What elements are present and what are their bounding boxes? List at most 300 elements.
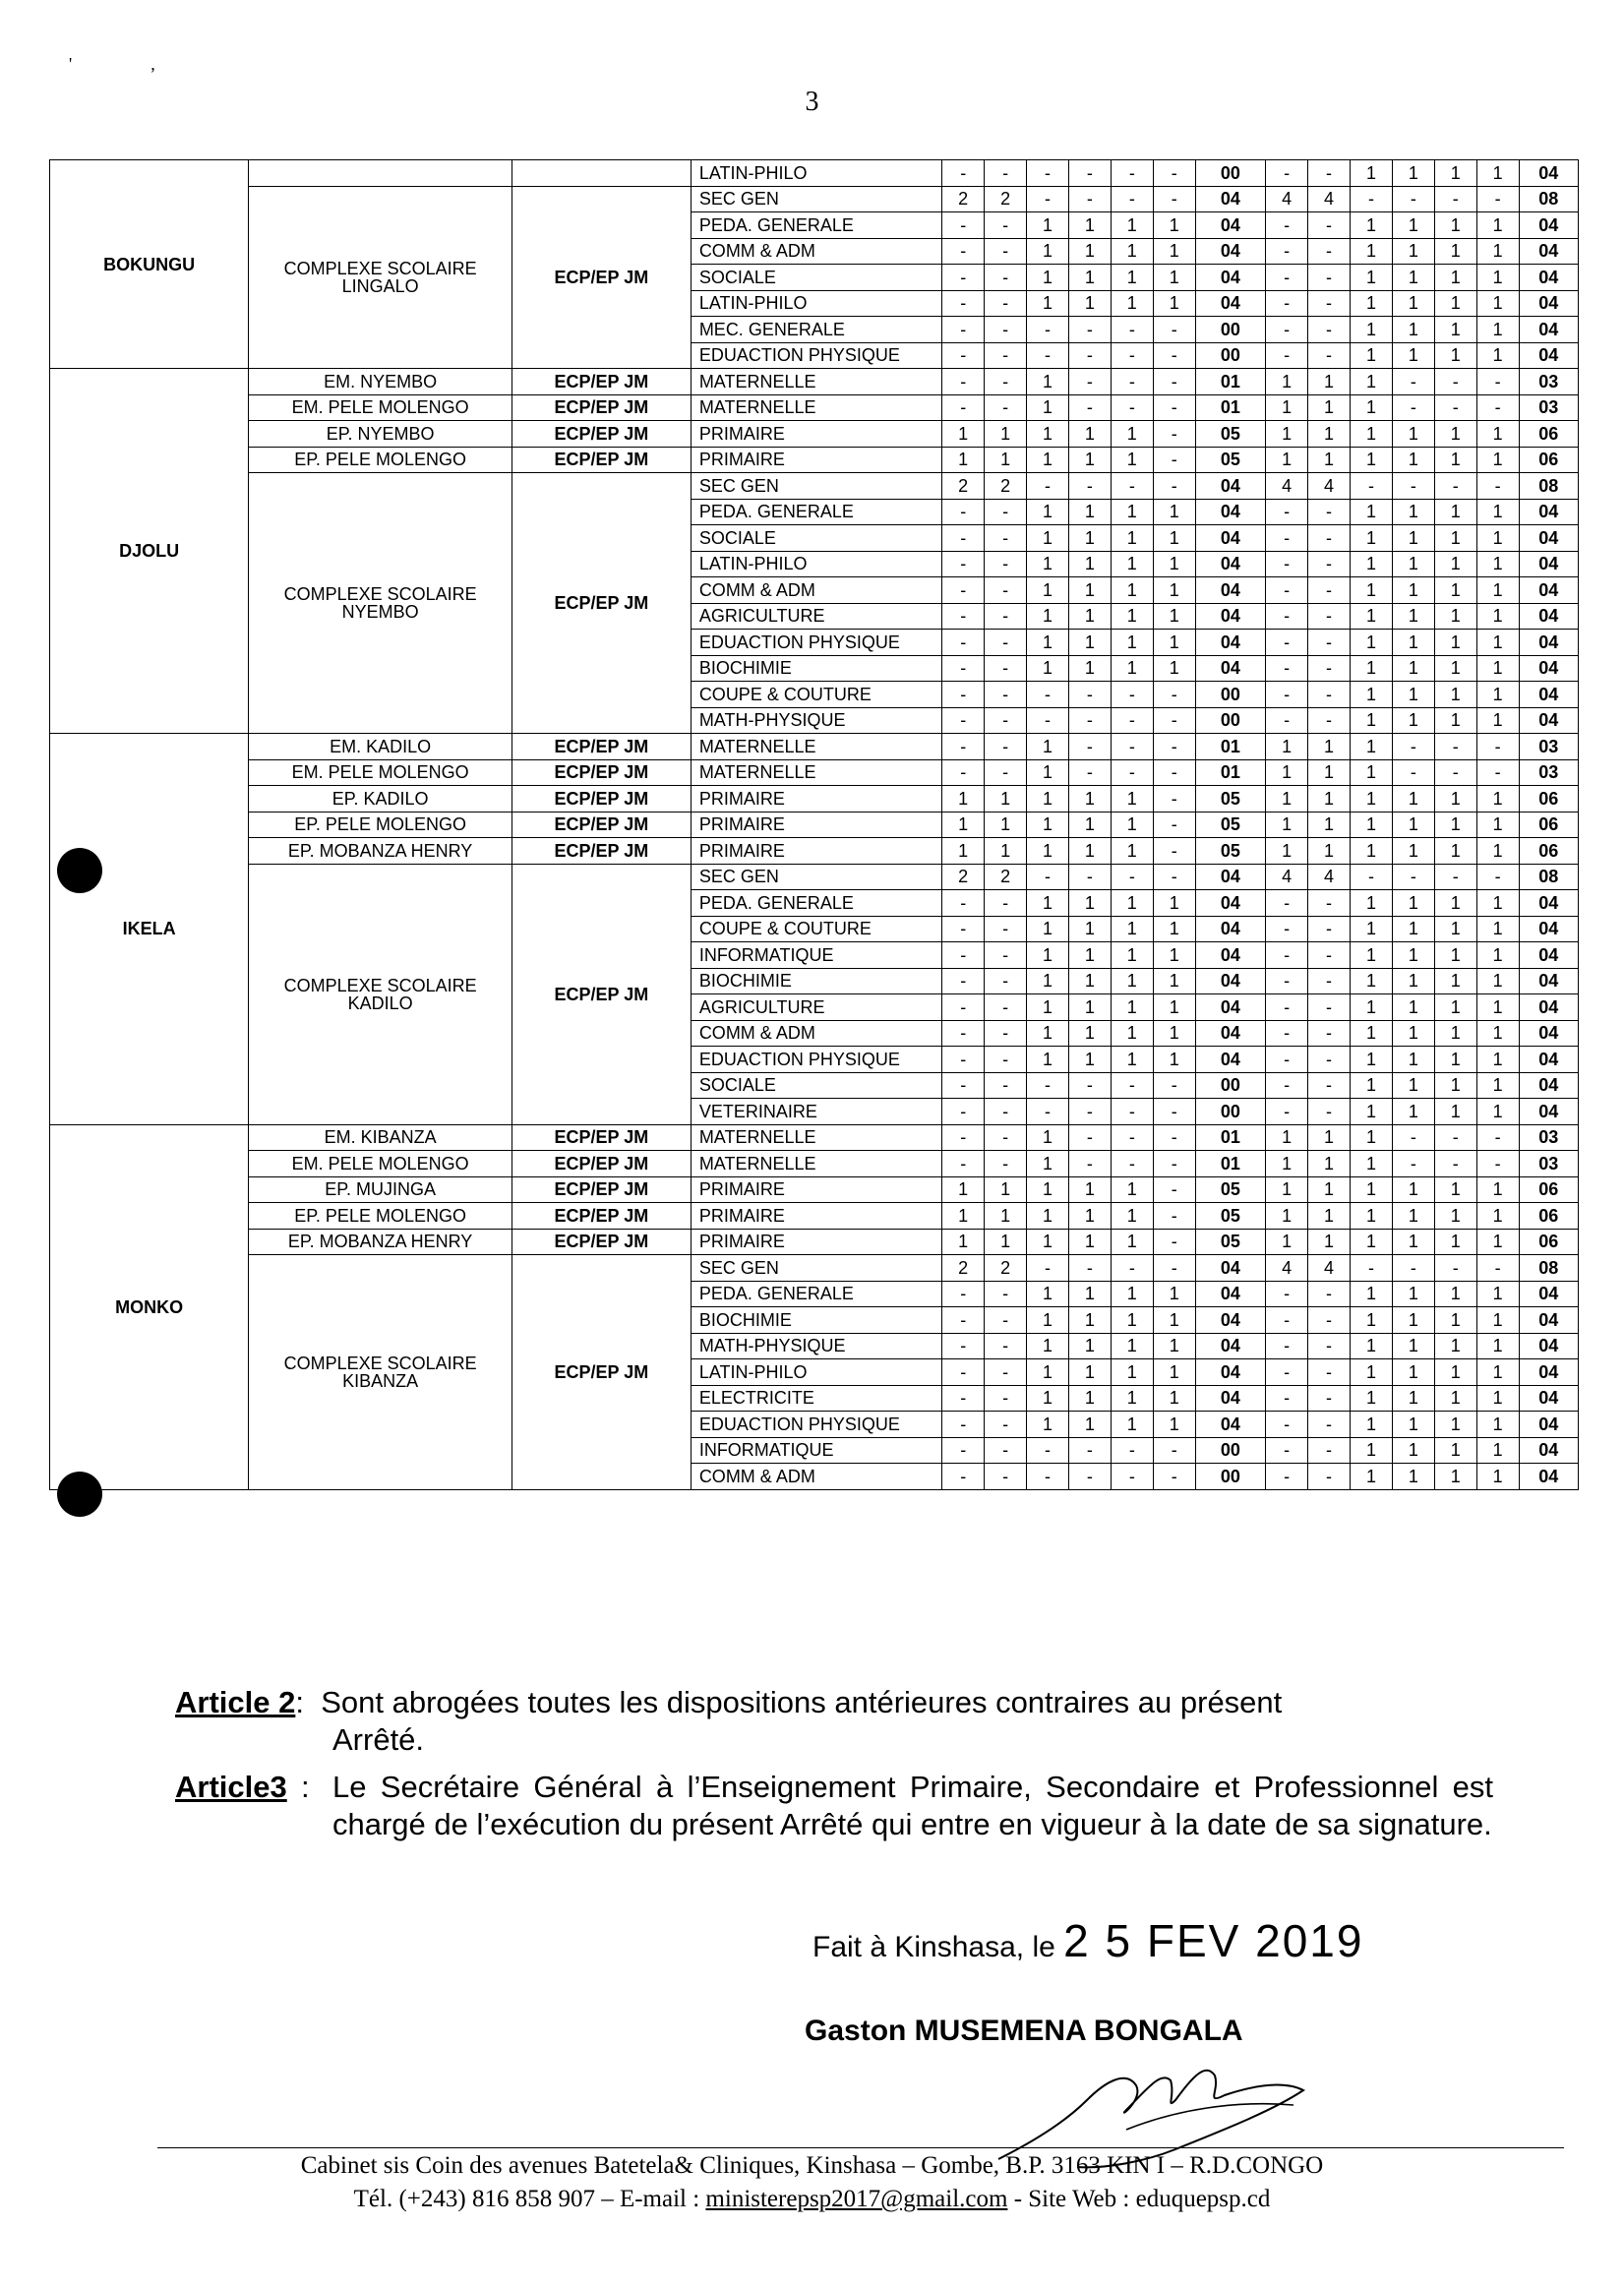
count-cell: -: [1068, 1124, 1111, 1151]
count-cell: 1: [1351, 1307, 1393, 1334]
count-cell: -: [985, 734, 1027, 760]
count-cell: -: [1308, 1333, 1351, 1359]
option-cell: EDUACTION PHYSIQUE: [691, 1047, 941, 1073]
table-row: [50, 1203, 1579, 1230]
territory-cell: IKELA: [50, 734, 249, 1125]
count-cell: 1: [1027, 421, 1069, 448]
option-cell: COUPE & COUTURE: [691, 682, 941, 708]
count-cell: -: [1111, 1124, 1153, 1151]
count-cell: 1: [1027, 786, 1069, 812]
count-cell: 1: [1111, 525, 1153, 552]
count-cell: 1: [1434, 160, 1476, 187]
count-cell: -: [985, 317, 1027, 343]
count-cell: 2: [985, 864, 1027, 890]
count-cell: -: [1068, 1437, 1111, 1464]
count-cell: -: [1266, 238, 1308, 265]
count-cell: 1: [1027, 551, 1069, 577]
count-cell: 1: [1476, 290, 1519, 317]
count-cell: -: [942, 655, 985, 682]
count-cell: 1: [1351, 447, 1393, 473]
count-cell: -: [942, 525, 985, 552]
count-cell: -: [1351, 186, 1393, 212]
total-cell: 04: [1195, 1047, 1266, 1073]
count-cell: 1: [1027, 812, 1069, 838]
count-cell: -: [942, 994, 985, 1021]
option-cell: PEDA. GENERALE: [691, 890, 941, 917]
count-cell: 1: [1266, 812, 1308, 838]
total-cell: 04: [1519, 551, 1578, 577]
count-cell: 1: [1027, 1359, 1069, 1386]
count-cell: -: [942, 1385, 985, 1412]
count-cell: -: [1308, 1072, 1351, 1099]
total-cell: 04: [1519, 238, 1578, 265]
count-cell: -: [1266, 499, 1308, 525]
count-cell: 1: [1111, 1176, 1153, 1203]
count-cell: 1: [1027, 1047, 1069, 1073]
count-cell: 1: [1434, 1359, 1476, 1386]
place-date: [812, 1914, 1363, 1967]
count-cell: -: [1153, 707, 1195, 734]
count-cell: 1: [1027, 734, 1069, 760]
count-cell: 1: [1068, 577, 1111, 604]
count-cell: -: [942, 342, 985, 369]
count-cell: 1: [1392, 160, 1434, 187]
count-cell: 1: [1476, 1464, 1519, 1490]
count-cell: -: [1266, 630, 1308, 656]
count-cell: 1: [1351, 212, 1393, 239]
count-cell: 1: [1392, 577, 1434, 604]
count-cell: -: [1266, 707, 1308, 734]
count-cell: 1: [1027, 1385, 1069, 1412]
count-cell: 1: [1027, 290, 1069, 317]
option-cell: COMM & ADM: [691, 238, 941, 265]
count-cell: -: [1308, 630, 1351, 656]
count-cell: 1: [1027, 1281, 1069, 1307]
school-cell: [249, 160, 512, 187]
total-cell: 04: [1195, 1412, 1266, 1438]
count-cell: -: [985, 1099, 1027, 1125]
total-cell: 04: [1519, 525, 1578, 552]
school-cell: COMPLEXE SCOLAIRE KIBANZA: [249, 1255, 512, 1490]
count-cell: 1: [1111, 1307, 1153, 1334]
count-cell: -: [985, 682, 1027, 708]
count-cell: -: [985, 1333, 1027, 1359]
territory-cell: DJOLU: [50, 369, 249, 734]
count-cell: 1: [1392, 1359, 1434, 1386]
count-cell: 1: [1351, 290, 1393, 317]
count-cell: 1: [1266, 1151, 1308, 1177]
count-cell: -: [942, 1151, 985, 1177]
count-cell: -: [1476, 186, 1519, 212]
count-cell: -: [1111, 1255, 1153, 1282]
count-cell: -: [985, 890, 1027, 917]
school-cell: EP. NYEMBO: [249, 421, 512, 448]
table-row: [50, 838, 1579, 865]
total-cell: 06: [1519, 1203, 1578, 1230]
count-cell: 1: [1111, 630, 1153, 656]
count-cell: 1: [1392, 968, 1434, 994]
count-cell: 1: [1111, 1203, 1153, 1230]
count-cell: 1: [1308, 1151, 1351, 1177]
count-cell: 1: [1111, 890, 1153, 917]
count-cell: 4: [1266, 186, 1308, 212]
total-cell: 04: [1519, 1385, 1578, 1412]
option-cell: LATIN-PHILO: [691, 160, 941, 187]
option-cell: PRIMAIRE: [691, 838, 941, 865]
count-cell: -: [1153, 1124, 1195, 1151]
option-cell: COMM & ADM: [691, 577, 941, 604]
count-cell: 1: [1027, 369, 1069, 395]
schools-table: [49, 159, 1579, 1490]
count-cell: 1: [1068, 942, 1111, 969]
count-cell: 1: [1476, 1176, 1519, 1203]
count-cell: 1: [1392, 655, 1434, 682]
total-cell: 04: [1195, 916, 1266, 942]
count-cell: -: [1351, 1255, 1393, 1282]
count-cell: -: [942, 1333, 985, 1359]
count-cell: 1: [1111, 968, 1153, 994]
count-cell: 1: [1476, 838, 1519, 865]
table-row: [50, 186, 1579, 212]
count-cell: -: [1266, 655, 1308, 682]
count-cell: 4: [1266, 864, 1308, 890]
count-cell: 1: [1153, 890, 1195, 917]
count-cell: -: [942, 290, 985, 317]
count-cell: 1: [1434, 1333, 1476, 1359]
school-cell: EM. PELE MOLENGO: [249, 394, 512, 421]
count-cell: 1: [1266, 421, 1308, 448]
count-cell: 1: [1434, 447, 1476, 473]
count-cell: -: [1266, 1099, 1308, 1125]
count-cell: 1: [1153, 1047, 1195, 1073]
count-cell: 1: [985, 838, 1027, 865]
count-cell: -: [942, 577, 985, 604]
count-cell: -: [1068, 707, 1111, 734]
count-cell: -: [1027, 342, 1069, 369]
count-cell: 1: [1111, 786, 1153, 812]
count-cell: 1: [1308, 394, 1351, 421]
count-cell: 1: [1266, 1203, 1308, 1230]
count-cell: -: [1434, 1124, 1476, 1151]
count-cell: -: [985, 707, 1027, 734]
count-cell: -: [1434, 394, 1476, 421]
count-cell: -: [1308, 1307, 1351, 1334]
count-cell: 1: [1153, 212, 1195, 239]
count-cell: 1: [1476, 890, 1519, 917]
count-cell: -: [1308, 1464, 1351, 1490]
total-cell: 04: [1519, 1333, 1578, 1359]
count-cell: 1: [1068, 290, 1111, 317]
count-cell: 1: [1351, 317, 1393, 343]
total-cell: 04: [1519, 265, 1578, 291]
count-cell: 1: [1392, 630, 1434, 656]
count-cell: -: [985, 759, 1027, 786]
regime-cell: ECP/EP JM: [511, 864, 691, 1124]
count-cell: -: [985, 968, 1027, 994]
count-cell: -: [1153, 473, 1195, 500]
count-cell: 1: [1392, 786, 1434, 812]
count-cell: -: [1111, 1099, 1153, 1125]
count-cell: -: [1308, 160, 1351, 187]
count-cell: -: [942, 707, 985, 734]
count-cell: -: [1027, 473, 1069, 500]
total-cell: 04: [1519, 1281, 1578, 1307]
option-cell: EDUACTION PHYSIQUE: [691, 342, 941, 369]
count-cell: 1: [1153, 968, 1195, 994]
count-cell: 1: [1153, 630, 1195, 656]
total-cell: 04: [1519, 160, 1578, 187]
count-cell: 1: [1027, 603, 1069, 630]
count-cell: -: [1434, 473, 1476, 500]
count-cell: -: [985, 1412, 1027, 1438]
count-cell: 1: [1153, 1385, 1195, 1412]
count-cell: 1: [1351, 655, 1393, 682]
count-cell: 1: [1351, 682, 1393, 708]
count-cell: -: [1308, 238, 1351, 265]
total-cell: 05: [1195, 1229, 1266, 1255]
table-row: [50, 734, 1579, 760]
count-cell: -: [985, 577, 1027, 604]
count-cell: -: [1308, 1099, 1351, 1125]
count-cell: -: [942, 1412, 985, 1438]
count-cell: 1: [1111, 655, 1153, 682]
table-row: [50, 394, 1579, 421]
count-cell: -: [985, 1281, 1027, 1307]
count-cell: -: [1476, 759, 1519, 786]
count-cell: 1: [1434, 1437, 1476, 1464]
total-cell: 04: [1519, 890, 1578, 917]
count-cell: 1: [1392, 890, 1434, 917]
option-cell: MEC. GENERALE: [691, 317, 941, 343]
count-cell: -: [1153, 186, 1195, 212]
option-cell: SEC GEN: [691, 186, 941, 212]
count-cell: 1: [1434, 1385, 1476, 1412]
total-cell: 04: [1519, 1307, 1578, 1334]
total-cell: 04: [1195, 994, 1266, 1021]
count-cell: 1: [1392, 499, 1434, 525]
count-cell: 1: [1027, 1203, 1069, 1230]
count-cell: 1: [1476, 1359, 1519, 1386]
count-cell: -: [985, 394, 1027, 421]
count-cell: 1: [1476, 160, 1519, 187]
count-cell: -: [942, 160, 985, 187]
count-cell: 1: [1068, 603, 1111, 630]
total-cell: 03: [1519, 369, 1578, 395]
total-cell: 04: [1195, 655, 1266, 682]
school-cell: EP. MOBANZA HENRY: [249, 1229, 512, 1255]
punch-hole-mark: [57, 848, 102, 893]
option-cell: COUPE & COUTURE: [691, 916, 941, 942]
total-cell: 04: [1195, 499, 1266, 525]
count-cell: 1: [1111, 447, 1153, 473]
option-cell: PRIMAIRE: [691, 447, 941, 473]
total-cell: 06: [1519, 421, 1578, 448]
count-cell: -: [1153, 1255, 1195, 1282]
count-cell: 1: [1068, 1359, 1111, 1386]
total-cell: 04: [1195, 942, 1266, 969]
count-cell: 1: [1027, 238, 1069, 265]
option-cell: SEC GEN: [691, 473, 941, 500]
count-cell: 1: [1027, 916, 1069, 942]
count-cell: 1: [1476, 1437, 1519, 1464]
count-cell: -: [1266, 890, 1308, 917]
count-cell: 1: [1027, 499, 1069, 525]
count-cell: -: [1266, 942, 1308, 969]
total-cell: 05: [1195, 838, 1266, 865]
count-cell: 1: [1111, 1020, 1153, 1047]
count-cell: -: [1308, 290, 1351, 317]
count-cell: -: [1476, 394, 1519, 421]
total-cell: 04: [1195, 1385, 1266, 1412]
count-cell: 1: [1434, 317, 1476, 343]
count-cell: 1: [1351, 786, 1393, 812]
count-cell: -: [1308, 968, 1351, 994]
count-cell: -: [1153, 1072, 1195, 1099]
total-cell: 04: [1519, 1072, 1578, 1099]
count-cell: -: [1153, 786, 1195, 812]
count-cell: 1: [1153, 551, 1195, 577]
count-cell: 1: [1153, 1281, 1195, 1307]
count-cell: 1: [1027, 1176, 1069, 1203]
count-cell: -: [1266, 1333, 1308, 1359]
count-cell: 1: [1476, 942, 1519, 969]
count-cell: -: [985, 1047, 1027, 1073]
option-cell: SOCIALE: [691, 1072, 941, 1099]
count-cell: 1: [1351, 1281, 1393, 1307]
count-cell: 1: [1068, 238, 1111, 265]
total-cell: 05: [1195, 1203, 1266, 1230]
footer-email-link[interactable]: ministerepsp2017@gmail.com: [705, 2186, 1008, 2212]
count-cell: 1: [1476, 812, 1519, 838]
total-cell: 04: [1195, 968, 1266, 994]
footer-address: Cabinet sis Coin des avenues Batetela& Cliniques, Kinshasa – Gombe, B.P. 3163 KIN I – R.D.CONGO: [300, 2152, 1324, 2179]
count-cell: 1: [1392, 942, 1434, 969]
count-cell: 1: [1392, 525, 1434, 552]
count-cell: -: [942, 212, 985, 239]
count-cell: 1: [1434, 577, 1476, 604]
count-cell: -: [1266, 682, 1308, 708]
count-cell: 1: [1111, 603, 1153, 630]
count-cell: -: [1111, 394, 1153, 421]
count-cell: 1: [1351, 1124, 1393, 1151]
count-cell: 1: [1434, 342, 1476, 369]
count-cell: 1: [942, 786, 985, 812]
option-cell: MATH-PHYSIQUE: [691, 707, 941, 734]
count-cell: 1: [1266, 447, 1308, 473]
article-3-label: Article3: [175, 1770, 287, 1804]
count-cell: 4: [1308, 864, 1351, 890]
count-cell: 1: [1351, 160, 1393, 187]
count-cell: 1: [1476, 238, 1519, 265]
regime-cell: ECP/EP JM: [511, 1151, 691, 1177]
count-cell: 1: [942, 1229, 985, 1255]
option-cell: ELECTRICITE: [691, 1385, 941, 1412]
count-cell: 1: [1111, 238, 1153, 265]
count-cell: 1: [1476, 447, 1519, 473]
count-cell: -: [942, 1072, 985, 1099]
count-cell: 2: [985, 1255, 1027, 1282]
total-cell: 03: [1519, 394, 1578, 421]
total-cell: 04: [1195, 551, 1266, 577]
option-cell: PRIMAIRE: [691, 1229, 941, 1255]
count-cell: -: [942, 682, 985, 708]
count-cell: -: [985, 1307, 1027, 1334]
total-cell: 04: [1195, 212, 1266, 239]
count-cell: -: [942, 734, 985, 760]
footer-website: eduquepsp.cd: [1135, 2186, 1271, 2212]
count-cell: -: [942, 265, 985, 291]
count-cell: -: [1068, 473, 1111, 500]
count-cell: 1: [1027, 1020, 1069, 1047]
count-cell: 1: [942, 812, 985, 838]
school-cell: EP. PELE MOLENGO: [249, 1203, 512, 1230]
count-cell: 1: [1476, 916, 1519, 942]
count-cell: 1: [1434, 603, 1476, 630]
table-row: [50, 421, 1579, 448]
count-cell: -: [942, 1099, 985, 1125]
count-cell: 1: [1111, 916, 1153, 942]
count-cell: 1: [1111, 212, 1153, 239]
count-cell: 1: [1392, 551, 1434, 577]
count-cell: 1: [1351, 1203, 1393, 1230]
count-cell: 1: [942, 421, 985, 448]
count-cell: -: [985, 630, 1027, 656]
count-cell: 1: [1434, 1281, 1476, 1307]
territory-cell: MONKO: [50, 1124, 249, 1489]
count-cell: -: [1027, 1437, 1069, 1464]
count-cell: -: [1111, 1072, 1153, 1099]
count-cell: 1: [1111, 265, 1153, 291]
count-cell: -: [942, 968, 985, 994]
total-cell: 08: [1519, 186, 1578, 212]
count-cell: 1: [1111, 1385, 1153, 1412]
count-cell: -: [985, 525, 1027, 552]
count-cell: 1: [985, 1229, 1027, 1255]
count-cell: 1: [1392, 682, 1434, 708]
count-cell: -: [1266, 1359, 1308, 1386]
count-cell: 1: [1153, 1307, 1195, 1334]
count-cell: 1: [1434, 655, 1476, 682]
count-cell: 2: [942, 1255, 985, 1282]
count-cell: 1: [1351, 1333, 1393, 1359]
count-cell: 1: [1111, 1281, 1153, 1307]
count-cell: -: [1392, 186, 1434, 212]
count-cell: 1: [985, 1203, 1027, 1230]
count-cell: 1: [1266, 786, 1308, 812]
count-cell: 1: [1351, 838, 1393, 865]
count-cell: 1: [1027, 394, 1069, 421]
count-cell: -: [1111, 317, 1153, 343]
count-cell: -: [1266, 603, 1308, 630]
option-cell: COMM & ADM: [691, 1020, 941, 1047]
count-cell: 1: [1027, 1333, 1069, 1359]
count-cell: 1: [1351, 1412, 1393, 1438]
count-cell: -: [942, 499, 985, 525]
count-cell: -: [1266, 317, 1308, 343]
count-cell: -: [1308, 707, 1351, 734]
count-cell: 1: [1392, 1333, 1434, 1359]
count-cell: -: [1266, 968, 1308, 994]
count-cell: -: [1308, 551, 1351, 577]
count-cell: 1: [1068, 968, 1111, 994]
count-cell: 1: [1392, 238, 1434, 265]
count-cell: 1: [1153, 655, 1195, 682]
count-cell: 1: [1476, 630, 1519, 656]
school-cell: COMPLEXE SCOLAIRE KADILO: [249, 864, 512, 1124]
count-cell: 1: [1476, 1072, 1519, 1099]
option-cell: MATERNELLE: [691, 759, 941, 786]
count-cell: 1: [1068, 551, 1111, 577]
